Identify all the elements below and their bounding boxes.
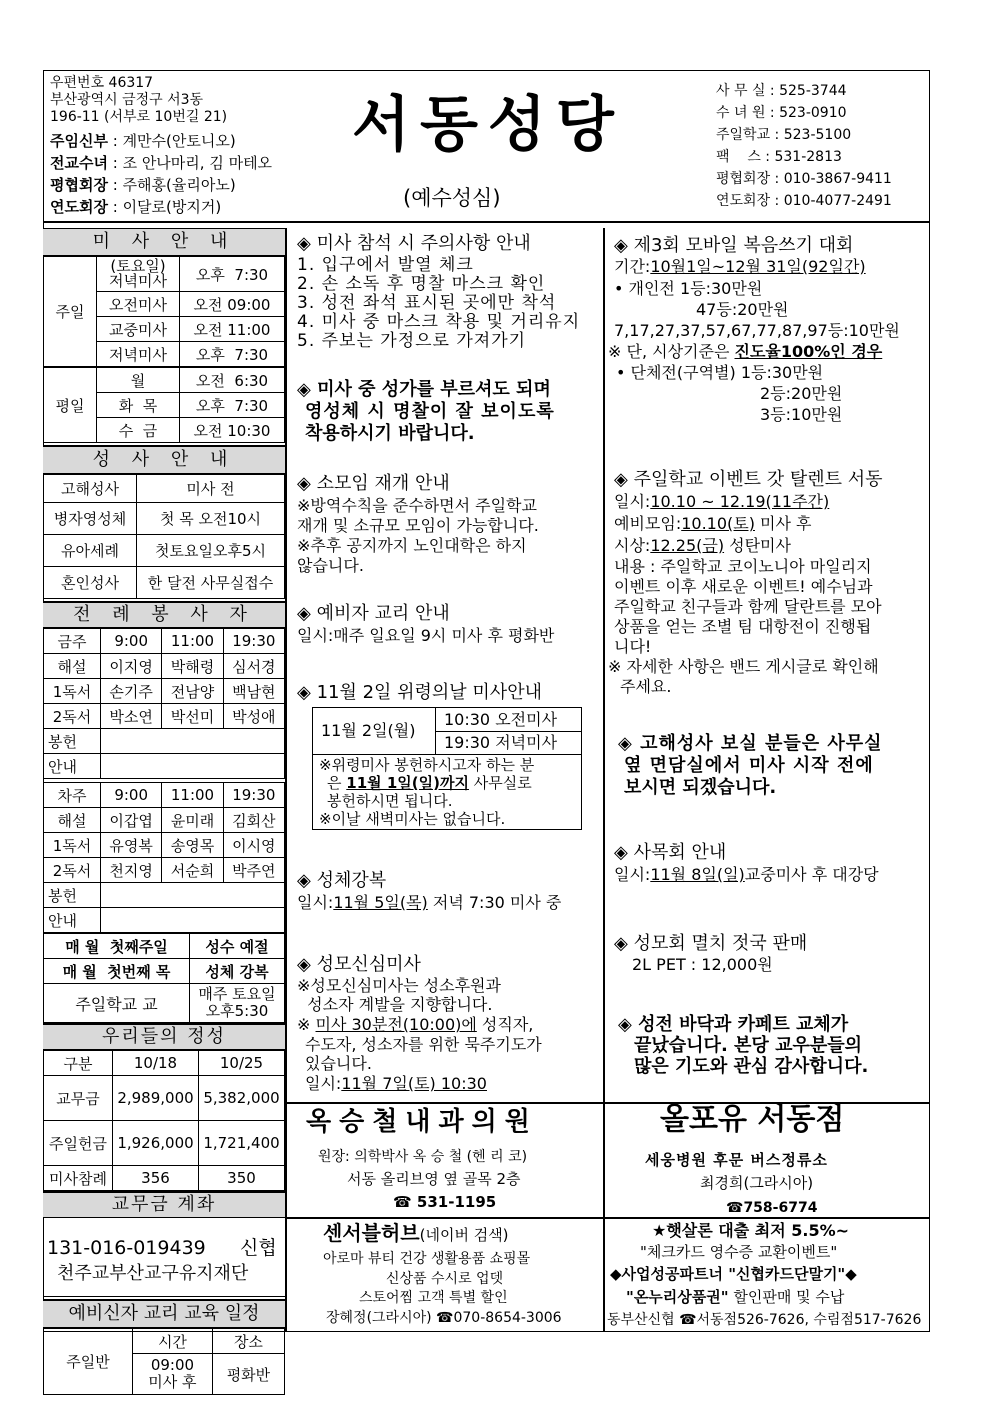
table-cell: 봉헌: [44, 729, 101, 754]
contact-value: 523-5100: [783, 127, 852, 143]
sacrament-value: 첫토요일오후5시: [137, 535, 285, 567]
sacrament-name: 병자영성체: [44, 503, 137, 535]
table-row: [44, 1076, 285, 1121]
mass-time: 오후 7:30: [180, 342, 285, 368]
section-title: ◈ 11월 2일 위령의날 미사안내: [297, 682, 542, 703]
notice-line: 7,17,27,37,57,67,77,87,97등:10만원: [614, 321, 900, 340]
table-cell: [101, 908, 285, 933]
church-title: 서동성당: [352, 90, 624, 160]
notice-line: ◈ 고해성사 보실 분들은 사무실: [618, 733, 883, 754]
ad-line: 아로마 뷰티 건강 생활용품 쇼핑몰: [323, 1251, 531, 1267]
table-cell: 5,382,000: [199, 1076, 285, 1121]
mass-time: 오후 7:30: [180, 393, 285, 418]
table-cell: 1독서: [44, 679, 101, 704]
table-row: [44, 959, 285, 984]
section-title: ◈ 성모회 멸치 젓국 판매: [614, 933, 808, 954]
staff-name: 조 안나마리, 김 마테오: [122, 154, 273, 172]
notice-line: 않습니다.: [297, 556, 364, 575]
table-row: [44, 883, 285, 908]
table-cell: 1,721,400: [199, 1121, 285, 1166]
memorial-mass-1-cell: [436, 708, 581, 732]
table-row: [44, 1166, 285, 1191]
contact-label: 연도회장: [716, 193, 771, 209]
table-cell: 천지영: [101, 858, 162, 883]
mass-name: 오전미사: [97, 292, 180, 317]
table-cell: 2독서: [44, 858, 101, 883]
notice-date: 10.10(토): [681, 514, 755, 533]
notice-line: 47등:20만원: [696, 300, 789, 319]
mass-time: 오전 11:00: [180, 317, 285, 342]
table-row: [44, 367, 285, 393]
notice-text: 일시:: [305, 1074, 342, 1093]
contact-label: 사 무 실: [716, 83, 766, 99]
mass-time: 오전 09:00: [180, 292, 285, 317]
notice-line: 내용 : 주일학교 코이노니아 마일리지: [614, 557, 872, 576]
table-row: [44, 783, 285, 808]
notice-emphasis: 미사 30분전(10:00)에: [315, 1015, 477, 1034]
ad-line: ◆사업성공파트너 "신협카드단말기"◆: [610, 1265, 857, 1283]
table-cell: 9:00: [101, 629, 162, 654]
table-cell: 해설: [44, 654, 101, 679]
table-row: [44, 858, 285, 883]
sacrament-value: 첫 목 오전10시: [137, 503, 285, 535]
notice-date: 11월 7일(토) 10:30: [341, 1074, 487, 1093]
staff-role: 주임신부: [50, 132, 108, 150]
mass-name: 교중미사: [97, 317, 180, 342]
ad-title-sub: (네이버 검색): [419, 1226, 509, 1244]
sacrament-name: 혼인성사: [44, 567, 137, 599]
notice-text: 성직자,: [476, 1015, 534, 1034]
account-box: [43, 1218, 285, 1297]
notice-line: ◈ 미사 중 성가를 부르셔도 되며: [297, 379, 551, 400]
col-divider-1: [285, 228, 287, 1332]
table-cell: 1,926,000: [113, 1121, 199, 1166]
table-row: [44, 1329, 285, 1354]
table-cell: 1독서: [44, 833, 101, 858]
table-row: [44, 567, 285, 599]
list-item: 2. 손 소독 후 명찰 마스크 확인: [297, 274, 546, 294]
section-title: ◈ 주일학교 이벤트 갓 탈렌트 서동: [614, 469, 883, 490]
table-cell: 박선미: [162, 704, 223, 729]
memorial-note: ※이날 새벽미사는 없습니다.: [319, 810, 506, 828]
notice-text: 일시:: [614, 492, 651, 511]
staff-role: 전교수녀: [50, 154, 108, 172]
table-cell: 박소연: [101, 704, 162, 729]
address-line: 부산광역시 금정구 서3동: [50, 92, 204, 108]
table-cell: 11:00: [162, 629, 223, 654]
table-cell: 2독서: [44, 704, 101, 729]
ad-line: "체크카드 영수증 교환이벤트": [640, 1243, 838, 1261]
table-row: [44, 754, 285, 779]
table-row: [44, 729, 285, 754]
table-cell: 미사참례: [44, 1166, 113, 1191]
table-cell: 유영복: [101, 833, 162, 858]
ad-line: 세웅병원 후문 버스정류소: [645, 1151, 828, 1169]
notice-line: 니다!: [614, 637, 652, 656]
table-cell: [101, 883, 285, 908]
table-row: [44, 984, 285, 1023]
table-cell: 이지영: [101, 654, 162, 679]
notice-text: 기간:: [614, 257, 651, 276]
table-cell: 2,989,000: [113, 1076, 199, 1121]
sacrament-name: 고해성사: [44, 475, 137, 503]
servers-table-current: [43, 628, 285, 779]
address-line: 196-11 (서부로 10번길 21): [50, 109, 228, 125]
mass-time: 오후 7:30: [180, 257, 285, 292]
contact-value: 525-3744: [779, 83, 847, 99]
monthly-event-name: 성체 강복: [190, 959, 285, 984]
section-title: ◈ 성모신심미사: [297, 954, 421, 975]
monthly-event: 매 월 첫번째 목: [44, 959, 190, 984]
table-header: 10/25: [199, 1051, 285, 1076]
memorial-deadline: 11월 1일(일)까지: [346, 774, 469, 792]
ad-line: 할인판매 및 수납: [728, 1288, 845, 1306]
monthly-event-name: 성수 예절: [190, 934, 285, 959]
ad-emphasis: "온누리상품권": [626, 1288, 729, 1306]
table-cell: 350: [199, 1166, 285, 1191]
notice-line: 3등:10만원: [760, 405, 843, 424]
class-place: 평화반: [212, 1354, 284, 1395]
notice-line: • 단체전(구역별) 1등:30만원: [616, 363, 824, 382]
notice-line: 일시:매주 일요일 9시 미사 후 평화반: [297, 626, 555, 645]
table-cell: 이시영: [223, 833, 284, 858]
mass-name: 수 금: [97, 418, 180, 443]
ad-line: 신상품 수시로 업뎃: [386, 1271, 504, 1287]
col-divider-2: [603, 228, 605, 1102]
ad-line: 스토어찜 고객 특별 할인: [359, 1290, 508, 1306]
notice-line: 보시면 되겠습니다.: [624, 777, 777, 798]
table-header: 10/18: [113, 1051, 199, 1076]
class-time: 09:00 미사 후: [133, 1354, 213, 1395]
mass-group-label: 평일: [44, 367, 97, 443]
notice-line: ※ 자세한 사항은 밴드 게시글로 확인해: [608, 657, 879, 676]
table-cell: [101, 729, 285, 754]
sacrament-value: 미사 전: [137, 475, 285, 503]
notice-date: 11월 5일(목): [333, 893, 428, 912]
contact-label: 팩 스: [716, 149, 761, 165]
list-item: 3. 성전 좌석 표시된 곳에만 착석: [297, 293, 557, 313]
church-subtitle: (예수성심): [403, 186, 501, 210]
mass-time: 오전 6:30: [180, 367, 285, 393]
notice-line: 영성체 시 명찰이 잘 보이도록: [305, 401, 555, 422]
table-cell: 전남양: [162, 679, 223, 704]
mass-table: [43, 256, 285, 443]
notice-date: 12.25(금): [650, 536, 725, 555]
memorial-note: ※위령미사 봉헌하시고자 하는 분: [319, 756, 535, 774]
notice-text: 성탄미사: [724, 536, 791, 555]
memorial-note: 사무실로: [473, 774, 532, 792]
notice-line: 있습니다.: [305, 1054, 372, 1073]
notice-date: 10월1일~12월 31일(92일간): [650, 257, 866, 276]
table-cell: 이갑엽: [101, 808, 162, 833]
table-row: [44, 679, 285, 704]
notice-text: 저녁 7:30 미사 중: [427, 893, 562, 912]
header-divider: [43, 221, 930, 223]
staff-role: 연도회장: [50, 198, 108, 216]
ad-line: 서동 올리브영 옆 골목 2층: [347, 1170, 521, 1188]
staff-name: 이달로(방지거): [122, 198, 222, 216]
section-title: ◈ 사목회 안내: [614, 842, 727, 863]
table-cell: 19:30: [223, 783, 284, 808]
table-cell: 김회산: [223, 808, 284, 833]
sacrament-value: 한 달전 사무실접수: [137, 567, 285, 599]
servers-title: 전 례 봉 사 자: [43, 601, 285, 628]
notice-line: 옆 면담실에서 미사 시작 전에: [624, 755, 874, 776]
mass-group-label: 주일: [44, 257, 97, 368]
notice-line: 주세요.: [620, 677, 672, 696]
table-row: [44, 503, 285, 535]
mass-name: (토요일) 저녁미사: [97, 257, 180, 292]
sacrament-table: [43, 474, 285, 599]
catechumen-title: 예비신자 교리 교육 일정: [43, 1299, 285, 1328]
table-cell: 19:30: [223, 629, 284, 654]
table-row: [44, 1121, 285, 1166]
notice-line: 성소자 계발을 지향합니다.: [297, 995, 493, 1014]
ad-phone: 장혜정(그라시아) ☎070-8654-3006: [326, 1310, 562, 1326]
table-cell: 356: [113, 1166, 199, 1191]
offering-title: 우리들의 정성: [43, 1023, 285, 1050]
contact-label: 수 녀 원: [716, 105, 766, 121]
table-cell: 안내: [44, 908, 101, 933]
table-cell: 손기주: [101, 679, 162, 704]
notice-line: ◈ 성전 바닥과 카페트 교체가: [618, 1014, 849, 1035]
notice-line: 주일학교 친구들과 함께 달란트를 모아: [614, 597, 882, 616]
ad-line: ★햇살론 대출 최저 5.5%~: [652, 1221, 850, 1240]
notice-text: 일시:: [614, 865, 651, 884]
account-title: 교무금 계좌: [43, 1191, 285, 1218]
ad-title: 옥승철내과의원: [306, 1107, 538, 1137]
ad-line: 최경희(그라시아): [700, 1174, 814, 1192]
section-title: ◈ 소모임 재개 안내: [297, 473, 450, 494]
table-cell: 봉헌: [44, 883, 101, 908]
contact-value: 010-3867-9411: [783, 171, 892, 187]
notice-line: 착용하시기 바랍니다.: [305, 423, 475, 444]
contact-value: 531-2813: [774, 149, 842, 165]
list-item: 4. 미사 중 마스크 착용 및 거리유지: [297, 312, 581, 332]
ad-title: 센서블허브: [323, 1221, 420, 1245]
monthly-event: 매 월 첫째주일: [44, 934, 190, 959]
table-cell: 11:00: [162, 783, 223, 808]
memorial-mass-box: [312, 707, 582, 830]
table-header: 시간: [133, 1329, 213, 1354]
notice-line: 수도자, 성소자를 위한 묵주기도가: [305, 1035, 542, 1054]
notice-text: ※: [297, 1015, 316, 1034]
sacrament-title: 성 사 안 내: [43, 445, 285, 474]
notice-line: 2등:20만원: [760, 384, 843, 403]
table-cell: 송영목: [162, 833, 223, 858]
notice-text: ※ 단, 시상기준은: [608, 342, 735, 361]
notice-line: 2L PET : 12,000원: [632, 955, 773, 974]
table-cell: 백남현: [223, 679, 284, 704]
notice-text: 시상:: [614, 536, 651, 555]
memorial-note: 은: [327, 774, 342, 792]
table-cell: 서순희: [162, 858, 223, 883]
account-holder: 천주교부산교구유지재단: [57, 1263, 249, 1284]
monthly-table: [43, 933, 285, 1023]
contact-value: 523-0910: [779, 105, 847, 121]
memorial-mass-2-cell: [436, 731, 581, 755]
mass-name: 화 목: [97, 393, 180, 418]
section-title: ◈ 예비자 교리 안내: [297, 603, 450, 624]
table-cell: [101, 754, 285, 779]
servers-table-next: [43, 782, 285, 933]
section-title: ◈ 미사 참석 시 주의사항 안내: [297, 233, 531, 254]
mass-name: 월: [97, 367, 180, 393]
notice-line: ※성모신심미사는 성소후원과: [297, 976, 501, 995]
notice-line: 많은 기도와 관심 감사합니다.: [634, 1056, 869, 1077]
notice-line: 상품을 얻는 조별 팀 대항전이 진행됩: [614, 617, 872, 636]
table-header: 장소: [212, 1329, 284, 1354]
table-row: [44, 808, 285, 833]
account-bank: 신협: [240, 1237, 277, 1259]
notice-text: 예비모임:: [614, 514, 682, 533]
mass-name: 저녁미사: [97, 342, 180, 368]
staff-role: 평협회장: [50, 176, 108, 194]
table-row: [44, 1051, 285, 1076]
staff-name: 주해홍(율리아노): [122, 176, 236, 194]
class-name: 주일반: [44, 1329, 133, 1395]
memorial-note: 봉헌하시면 됩니다.: [327, 792, 453, 810]
table-cell: 해설: [44, 808, 101, 833]
notice-line: 끝났습니다. 본당 교우분들의: [634, 1035, 863, 1056]
table-header: 구분: [44, 1051, 113, 1076]
table-cell: 차주: [44, 783, 101, 808]
mass-time: 오전 10:30: [180, 418, 285, 443]
notice-line: ※방역수칙을 준수하면서 주일학교: [297, 496, 537, 515]
table-cell: 주일헌금: [44, 1121, 113, 1166]
staff-name: 계만수(안토니오): [122, 132, 236, 150]
notice-text: 교중미사 후 대강당: [744, 865, 879, 884]
notice-line: 재개 및 소규모 모임이 가능합니다.: [297, 516, 539, 535]
school-label: 주일학교 교: [44, 984, 190, 1023]
contact-label: 평협회장: [716, 171, 771, 187]
notice-date: 10.10 ~ 12.19(11주간): [650, 492, 830, 511]
mass-title: 미 사 안 내: [43, 228, 285, 256]
section-title: ◈ 제3회 모바일 복음쓰기 대회: [614, 235, 854, 256]
table-cell: 박해령: [162, 654, 223, 679]
table-row: [44, 475, 285, 503]
table-cell: 금주: [44, 629, 101, 654]
table-cell: 9:00: [101, 783, 162, 808]
memorial-mass: 10:30 오전미사: [444, 710, 558, 729]
notice-emphasis: 진도율100%인 경우: [734, 342, 883, 361]
table-row: [44, 833, 285, 858]
table-cell: 윤미래: [162, 808, 223, 833]
contact-label: 주일학교: [716, 127, 771, 143]
table-row: [44, 934, 285, 959]
memorial-date: 11월 2일(월): [321, 721, 416, 740]
memorial-date-cell: [313, 708, 436, 755]
list-item: 5. 주보는 가정으로 가져가기: [297, 331, 527, 351]
table-cell: 심서경: [223, 654, 284, 679]
catechumen-table: [43, 1328, 285, 1395]
school-time: 매주 토요일 오후5:30: [190, 984, 285, 1023]
table-cell: 안내: [44, 754, 101, 779]
offering-table: [43, 1050, 285, 1191]
table-row: [44, 535, 285, 567]
ad-phone: ☎758-6774: [726, 1200, 818, 1216]
ad-line: 원장: 의학박사 옥 승 철 (헨 리 코): [318, 1149, 528, 1165]
ad-title: 올포유 서동점: [660, 1102, 845, 1137]
ad-divider-mid: [285, 1217, 930, 1219]
table-cell: 박주연: [223, 858, 284, 883]
table-cell: 교무금: [44, 1076, 113, 1121]
table-row: [44, 908, 285, 933]
list-item: 1. 입구에서 발열 체크: [297, 255, 474, 275]
table-cell: 박성애: [223, 704, 284, 729]
table-row: [44, 257, 285, 292]
notice-line: • 개인전 1등:30만원: [614, 279, 763, 298]
notice-text: 미사 후: [754, 514, 812, 533]
notice-line: ※추후 공지까지 노인대학은 하지: [297, 536, 527, 555]
sacrament-name: 유아세례: [44, 535, 137, 567]
notice-date: 11월 8일(일): [650, 865, 745, 884]
account-number: 131-016-019439: [47, 1237, 206, 1259]
ad-line: 동부산신협 ☎서동점526-7626, 수림점517-7626: [607, 1312, 922, 1328]
contact-value: 010-4077-2491: [783, 193, 892, 209]
notice-line: 이벤트 이후 새로운 이벤트! 예수님과: [614, 577, 873, 596]
ad-phone: ☎ 531-1195: [393, 1193, 497, 1211]
section-title: ◈ 성체강복: [297, 870, 387, 891]
notice-text: 일시:: [297, 893, 334, 912]
ad-divider-vertical: [603, 1102, 605, 1332]
address-line: 우편번호 46317: [50, 75, 154, 91]
memorial-mass: 19:30 저녁미사: [444, 733, 558, 752]
table-row: [44, 654, 285, 679]
table-row: [44, 629, 285, 654]
left-column: [43, 228, 285, 1395]
table-row: [44, 704, 285, 729]
